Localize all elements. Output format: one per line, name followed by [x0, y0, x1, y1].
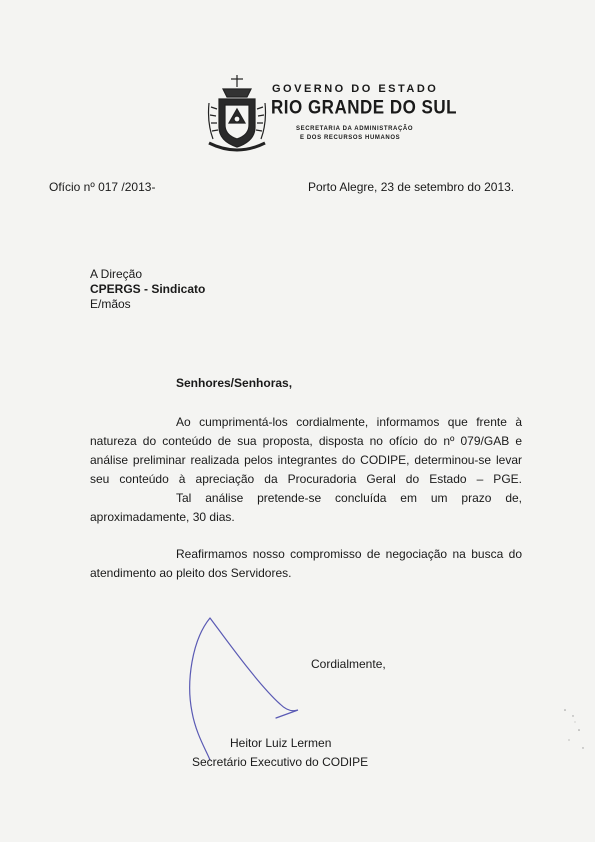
- paragraph2-line: Reafirmamos nosso compromisso de negociação na busca do: [176, 547, 522, 561]
- letterhead-line1: GOVERNO DO ESTADO: [272, 83, 439, 95]
- place-date: Porto Alegre, 23 de setembro do 2013.: [308, 180, 515, 194]
- recipient-line1: A Direção: [90, 267, 143, 281]
- letter-reference: Ofício nº 017 /2013-: [49, 180, 156, 194]
- paragraph1-line: natureza do conteúdo de sua proposta, disposta no ofício do nº 079/GAB e: [90, 434, 522, 448]
- recipient-line2: CPERGS - Sindicato: [90, 282, 206, 296]
- state-coat-of-arms-icon: [203, 73, 271, 159]
- salutation: Senhores/Senhoras,: [176, 376, 293, 390]
- paragraph1-line: Tal análise pretende-se concluída em um prazo de,: [176, 491, 522, 505]
- recipient-line3: E/mãos: [90, 297, 131, 311]
- letterhead-line2: RIO GRANDE DO SUL: [271, 96, 458, 118]
- letterhead-sub1: SECRETARIA DA ADMINISTRAÇÃO: [296, 126, 414, 132]
- paragraph1-line: aproximadamente, 30 dias.: [90, 510, 235, 524]
- signatory-title: Secretário Executivo do CODIPE: [192, 755, 369, 769]
- paragraph1-line: análise preliminar realizada pelos integrantes do CODIPE, determinou-se levar: [90, 453, 522, 467]
- signatory-name: Heitor Luiz Lermen: [230, 736, 332, 750]
- paragraph1-line: seu conteúdo à apreciação da Procuradoria Geral do Estado – PGE.: [90, 472, 522, 486]
- closing: Cordialmente,: [311, 657, 386, 671]
- scan-specks: [555, 700, 590, 760]
- letterhead-sub2: E DOS RECURSOS HUMANOS: [300, 135, 401, 141]
- paragraph2-line: atendimento ao pleito dos Servidores.: [90, 566, 292, 580]
- paragraph1-line: Ao cumprimentá-los cordialmente, informamos que frente à: [176, 415, 522, 429]
